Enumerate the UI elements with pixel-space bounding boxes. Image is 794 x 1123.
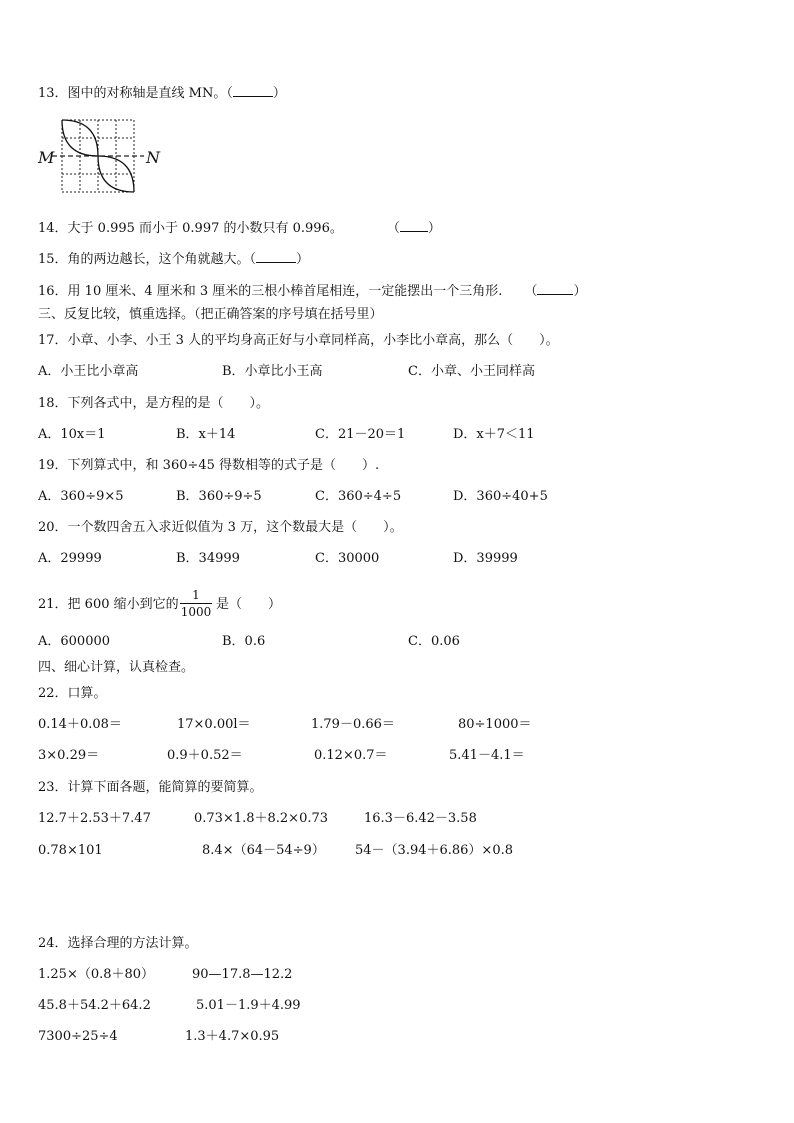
expression: 16.3－6.42－3.58: [364, 811, 477, 826]
question-20-options: [38, 551, 758, 567]
section-4-heading: 四、细心计算，认真检查。: [38, 660, 195, 675]
oral-calc-row-1: [38, 717, 758, 733]
option-d[interactable]: D．39999: [453, 551, 518, 566]
option-a[interactable]: A．29999: [38, 551, 102, 566]
option-c[interactable]: C．21－20＝1: [315, 427, 406, 442]
question-19-options: [38, 489, 758, 505]
question-24-title: 24．选择合理的方法计算。: [38, 936, 198, 951]
expression: 1.79－0.66＝: [311, 717, 395, 732]
expression: 12.7＋2.53＋7.47: [38, 811, 151, 826]
expression: 5.41－4.1＝: [449, 748, 525, 763]
fraction-numerator: 1: [192, 588, 200, 602]
question-22-title: 22．口算。: [38, 686, 107, 701]
expression: 8.4×（64－54÷9）: [202, 843, 325, 858]
expression: 0.9＋0.52＝: [167, 748, 243, 763]
label-n: N: [146, 148, 160, 167]
calc-row-2: [38, 843, 758, 859]
question-13: 13．图中的对称轴是直线 MN。（ ）: [38, 86, 286, 101]
option-b[interactable]: B．x＋14: [176, 427, 236, 442]
question-21-options: [38, 634, 758, 650]
symmetry-figure: [38, 116, 168, 198]
expression: 90—17.8—12.2: [192, 967, 293, 982]
expression: 54－（3.94＋6.86）×0.8: [355, 843, 513, 858]
fraction-1-1000: [178, 588, 214, 619]
section-3-heading: 三、反复比较，慎重选择。（把正确答案的序号填在括号里）: [38, 307, 383, 322]
option-c[interactable]: C．小章、小王同样高: [408, 364, 535, 379]
question-15: 15．角的两边越长，这个角就越大。（ ）: [38, 252, 310, 267]
option-b[interactable]: B．0.6: [222, 634, 266, 649]
option-a[interactable]: A．360÷9×5: [38, 489, 124, 504]
option-c[interactable]: C．30000: [315, 551, 380, 566]
method-calc-row-3: [38, 1029, 758, 1045]
question-18: 18．下列各式中，是方程的是（ ）。: [38, 396, 270, 411]
answer-blank[interactable]: [233, 84, 273, 97]
question-17: 17．小章、小李、小王 3 人的平均身高正好与小章同样高，小李比小章高，那么（ ）。: [38, 333, 559, 348]
expression: 1.25×（0.8＋80）: [38, 967, 155, 982]
option-b[interactable]: B．34999: [176, 551, 240, 566]
fraction-denominator: 1000: [180, 605, 212, 619]
expression: 0.73×1.8＋8.2×0.73: [194, 811, 329, 826]
expression: 0.78×101: [38, 843, 103, 858]
question-23-title: 23．计算下面各题，能简算的要简算。: [38, 780, 263, 795]
option-a[interactable]: A．小王比小章高: [38, 364, 139, 379]
expression: 0.14＋0.08＝: [38, 717, 122, 732]
oral-calc-row-2: [38, 748, 758, 764]
expression: 17×0.00l＝: [177, 717, 251, 732]
option-a[interactable]: A．10x＝1: [38, 427, 106, 442]
fraction-bar: [180, 603, 212, 604]
question-17-options: [38, 364, 758, 380]
option-c[interactable]: C．360÷4÷5: [315, 489, 402, 504]
question-14: 14．大于 0.995 而小于 0.997 的小数只有 0.996。 （ ）: [38, 221, 441, 236]
option-d[interactable]: D．x＋7＜11: [453, 427, 535, 442]
answer-blank[interactable]: [256, 250, 296, 263]
method-calc-row-2: [38, 998, 758, 1014]
calc-row-1: [38, 811, 758, 827]
question-13-text: 13．图中的对称轴是直线 MN。（: [38, 86, 233, 101]
question-19: 19．下列算式中，和 360÷45 得数相等的式子是（ ）.: [38, 458, 380, 473]
option-a[interactable]: A．600000: [38, 634, 111, 649]
option-d[interactable]: D．360÷40+5: [453, 489, 548, 504]
expression: 1.3＋4.7×0.95: [185, 1029, 280, 1044]
method-calc-row-1: [38, 967, 758, 983]
option-c[interactable]: C．0.06: [408, 634, 460, 649]
option-b[interactable]: B．360÷9÷5: [176, 489, 262, 504]
expression: 3×0.29＝: [38, 748, 100, 763]
question-18-options: [38, 427, 758, 443]
label-m: M: [38, 148, 55, 167]
question-21-tail: 是（ ）: [216, 597, 282, 612]
expression: 0.12×0.7＝: [314, 748, 388, 763]
expression: 5.01－1.9＋4.99: [196, 998, 301, 1013]
question-21: 21．把 600 缩小到它的: [38, 597, 179, 612]
expression: 7300÷25÷4: [38, 1029, 118, 1044]
expression: 80÷1000＝: [458, 717, 532, 732]
expression: 45.8＋54.2＋64.2: [38, 998, 151, 1013]
option-b[interactable]: B．小章比小王高: [222, 364, 323, 379]
question-20: 20．一个数四舍五入求近似值为 3 万，这个数最大是（ ）。: [38, 520, 403, 535]
answer-blank[interactable]: [400, 219, 428, 232]
question-16: 16．用 10 厘米、4 厘米和 3 厘米的三根小棒首尾相连，一定能摆出一个三角形. （ ）: [38, 284, 587, 299]
answer-blank[interactable]: [537, 282, 573, 295]
